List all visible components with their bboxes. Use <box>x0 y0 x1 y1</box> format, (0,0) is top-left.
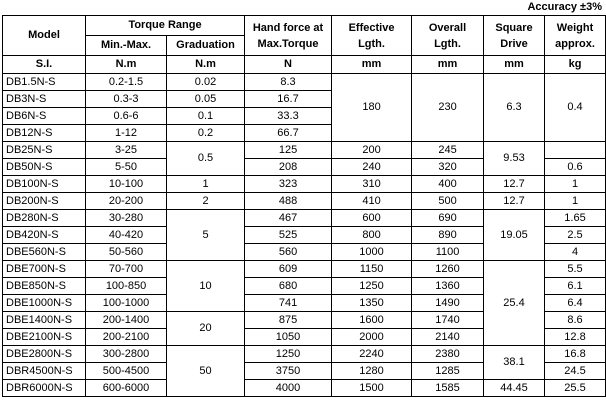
range-cell: 300-2800 <box>86 346 167 363</box>
range-cell: 40-420 <box>86 227 167 244</box>
weight-cell: 8.6 <box>545 312 606 329</box>
table-row <box>3 380 606 397</box>
model-cell: DBE2800N-S <box>3 346 86 363</box>
range-cell: 0.2-1.5 <box>86 74 167 91</box>
hand-force-cell: 741 <box>245 295 332 312</box>
range-cell: 70-700 <box>86 261 167 278</box>
graduation-cell: 10 <box>167 261 245 312</box>
range-cell: 500-4500 <box>86 363 167 380</box>
table-row <box>3 176 606 193</box>
unit-model: S.I. <box>3 56 86 74</box>
effective-length-cell: 2240 <box>332 346 412 363</box>
overall-length-cell: 890 <box>412 227 484 244</box>
weight-cell: 0.6 <box>545 159 606 176</box>
square-drive-cell: 44.45 <box>484 380 545 397</box>
model-cell: DB50N-S <box>3 159 86 176</box>
graduation-cell: 0.5 <box>167 142 245 176</box>
weight-cell: 6.1 <box>545 278 606 295</box>
overall-length-cell: 1585 <box>412 380 484 397</box>
overall-length-cell: 230 <box>412 74 484 142</box>
range-cell: 200-2100 <box>86 329 167 346</box>
range-cell: 3-25 <box>86 142 167 159</box>
model-cell: DBE2100N-S <box>3 329 86 346</box>
weight-cell: 1 <box>545 176 606 193</box>
hand-force-cell: 323 <box>245 176 332 193</box>
model-cell: DBE560N-S <box>3 244 86 261</box>
table-row <box>3 74 606 91</box>
effective-length-cell: 1600 <box>332 312 412 329</box>
header-torque-range: Torque Range <box>86 16 245 36</box>
graduation-cell: 0.05 <box>167 91 245 108</box>
graduation-cell: 5 <box>167 210 245 261</box>
model-cell: DB1.5N-S <box>3 74 86 91</box>
range-cell: 100-850 <box>86 278 167 295</box>
weight-cell: 5.5 <box>545 261 606 278</box>
square-drive-cell: 9.53 <box>484 142 545 176</box>
hand-force-cell: 488 <box>245 193 332 210</box>
header-weight: Weight approx. <box>545 16 606 56</box>
weight-cell: 25.5 <box>545 380 606 397</box>
hand-force-cell: 467 <box>245 210 332 227</box>
overall-length-cell: 1740 <box>412 312 484 329</box>
graduation-cell: 50 <box>167 346 245 397</box>
overall-length-cell: 690 <box>412 210 484 227</box>
hand-force-cell: 525 <box>245 227 332 244</box>
overall-length-cell: 320 <box>412 159 484 176</box>
weight-cell <box>545 142 606 159</box>
overall-length-cell: 2380 <box>412 346 484 363</box>
range-cell: 5-50 <box>86 159 167 176</box>
hand-force-cell: 4000 <box>245 380 332 397</box>
square-drive-cell: 12.7 <box>484 193 545 210</box>
effective-length-cell: 1250 <box>332 278 412 295</box>
effective-length-cell: 310 <box>332 176 412 193</box>
hand-force-cell: 125 <box>245 142 332 159</box>
accuracy-note: Accuracy ±3% <box>527 1 602 13</box>
effective-length-cell: 2000 <box>332 329 412 346</box>
hand-force-cell: 1050 <box>245 329 332 346</box>
unit-square-drive: mm <box>484 56 545 74</box>
weight-cell: 12.8 <box>545 329 606 346</box>
model-cell: DB25N-S <box>3 142 86 159</box>
header-model: Model <box>3 16 86 56</box>
effective-length-cell: 200 <box>332 142 412 159</box>
overall-length-cell: 2140 <box>412 329 484 346</box>
overall-length-cell: 1490 <box>412 295 484 312</box>
overall-length-cell: 1285 <box>412 363 484 380</box>
unit-overall-length: mm <box>412 56 484 74</box>
unit-effective-length: mm <box>332 56 412 74</box>
range-cell: 600-6000 <box>86 380 167 397</box>
model-cell: DB12N-S <box>3 125 86 142</box>
table-row <box>3 210 606 227</box>
graduation-cell: 2 <box>167 193 245 210</box>
weight-cell: 0.4 <box>545 74 606 142</box>
model-cell: DBE850N-S <box>3 278 86 295</box>
graduation-cell: 0.02 <box>167 74 245 91</box>
torque-wrench-spec-table <box>2 15 606 397</box>
weight-cell: 16.8 <box>545 346 606 363</box>
table-row <box>3 193 606 210</box>
model-cell: DBR4500N-S <box>3 363 86 380</box>
overall-length-cell: 500 <box>412 193 484 210</box>
units-row <box>3 56 606 74</box>
hand-force-cell: 33.3 <box>245 108 332 125</box>
unit-hand-force: N <box>245 56 332 74</box>
header-effective-length: Effective Lgth. <box>332 16 412 56</box>
hand-force-cell: 1250 <box>245 346 332 363</box>
effective-length-cell: 800 <box>332 227 412 244</box>
square-drive-cell: 38.1 <box>484 346 545 380</box>
effective-length-cell: 410 <box>332 193 412 210</box>
table-row <box>3 346 606 363</box>
overall-length-cell: 1100 <box>412 244 484 261</box>
overall-length-cell: 1260 <box>412 261 484 278</box>
range-cell: 1-12 <box>86 125 167 142</box>
effective-length-cell: 1350 <box>332 295 412 312</box>
model-cell: DBE700N-S <box>3 261 86 278</box>
hand-force-cell: 609 <box>245 261 332 278</box>
hand-force-cell: 16.7 <box>245 91 332 108</box>
unit-weight: kg <box>545 56 606 74</box>
header-overall-length: Overall Lgth. <box>412 16 484 56</box>
range-cell: 200-1400 <box>86 312 167 329</box>
hand-force-cell: 8.3 <box>245 74 332 91</box>
model-cell: DB3N-S <box>3 91 86 108</box>
graduation-cell: 0.1 <box>167 108 245 125</box>
graduation-cell: 20 <box>167 312 245 346</box>
hand-force-cell: 3750 <box>245 363 332 380</box>
range-cell: 50-560 <box>86 244 167 261</box>
model-cell: DB200N-S <box>3 193 86 210</box>
square-drive-cell: 12.7 <box>484 176 545 193</box>
model-cell: DB420N-S <box>3 227 86 244</box>
weight-cell: 1.65 <box>545 210 606 227</box>
effective-length-cell: 180 <box>332 74 412 142</box>
hand-force-cell: 875 <box>245 312 332 329</box>
hand-force-cell: 560 <box>245 244 332 261</box>
hand-force-cell: 66.7 <box>245 125 332 142</box>
table-row <box>3 261 606 278</box>
header-min-max: Min.-Max. <box>86 36 167 56</box>
effective-length-cell: 600 <box>332 210 412 227</box>
header-hand-force: Hand force at Max.Torque <box>245 16 332 56</box>
model-cell: DB100N-S <box>3 176 86 193</box>
square-drive-cell: 25.4 <box>484 261 545 346</box>
graduation-cell: 0.2 <box>167 125 245 142</box>
square-drive-cell: 19.05 <box>484 210 545 261</box>
range-cell: 0.3-3 <box>86 91 167 108</box>
model-cell: DB280N-S <box>3 210 86 227</box>
overall-length-cell: 1360 <box>412 278 484 295</box>
effective-length-cell: 1500 <box>332 380 412 397</box>
square-drive-cell: 6.3 <box>484 74 545 142</box>
table-row <box>3 142 606 159</box>
weight-cell: 1 <box>545 193 606 210</box>
weight-cell: 6.4 <box>545 295 606 312</box>
model-cell: DB6N-S <box>3 108 86 125</box>
graduation-cell: 1 <box>167 176 245 193</box>
overall-length-cell: 400 <box>412 176 484 193</box>
overall-length-cell: 245 <box>412 142 484 159</box>
header-graduation: Graduation <box>167 36 245 56</box>
range-cell: 0.6-6 <box>86 108 167 125</box>
hand-force-cell: 208 <box>245 159 332 176</box>
weight-cell: 4 <box>545 244 606 261</box>
range-cell: 30-280 <box>86 210 167 227</box>
range-cell: 100-1000 <box>86 295 167 312</box>
weight-cell: 24.5 <box>545 363 606 380</box>
effective-length-cell: 1150 <box>332 261 412 278</box>
unit-min-max: N.m <box>86 56 167 74</box>
range-cell: 20-200 <box>86 193 167 210</box>
weight-cell: 2.5 <box>545 227 606 244</box>
hand-force-cell: 680 <box>245 278 332 295</box>
effective-length-cell: 1000 <box>332 244 412 261</box>
unit-graduation: N.m <box>167 56 245 74</box>
effective-length-cell: 240 <box>332 159 412 176</box>
header-square-drive: Square Drive <box>484 16 545 56</box>
model-cell: DBR6000N-S <box>3 380 86 397</box>
range-cell: 10-100 <box>86 176 167 193</box>
effective-length-cell: 1280 <box>332 363 412 380</box>
model-cell: DBE1000N-S <box>3 295 86 312</box>
model-cell: DBE1400N-S <box>3 312 86 329</box>
